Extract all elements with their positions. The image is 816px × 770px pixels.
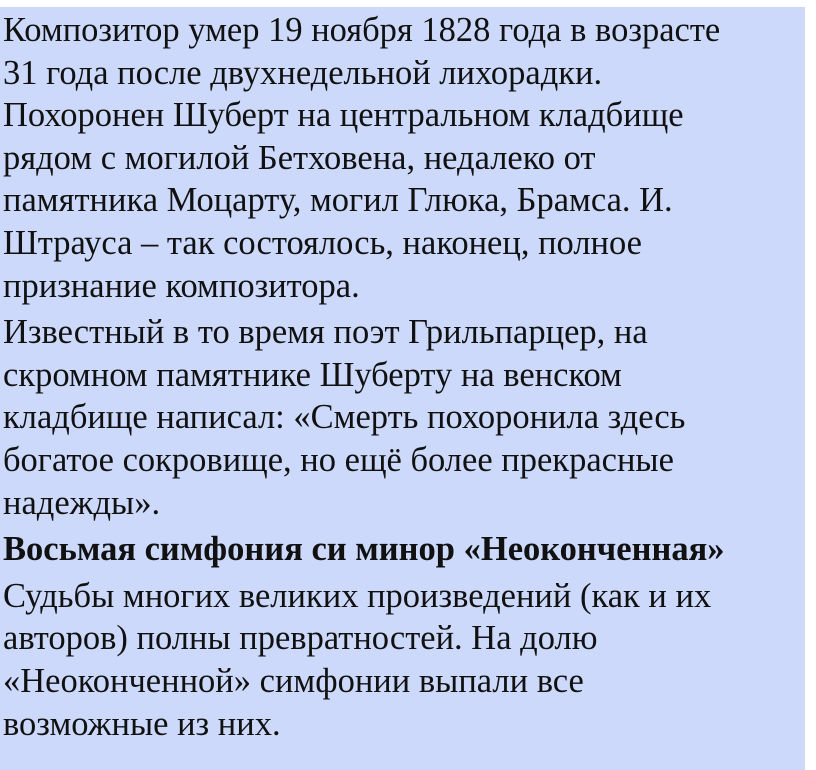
section-heading: Восьмая симфония си минор «Неоконченная» <box>3 530 725 569</box>
paragraph-grillparzer-epitaph: Известный в то время поэт Грильпарцер, на скромном памятнике Шуберту на венском кладбище написал: «Смерть похоронила здесь богатое сокровище, но ещё более прекрасные надежды». <box>3 313 686 522</box>
paragraph-unfinished-symphony: Судьбы многих великих произведений (как и их авторов) полны превратностей. На долю «Неоконченной» симфонии выпали все возможные из них. <box>3 576 712 743</box>
slide-panel <box>0 7 805 770</box>
paragraph-composer-death: Композитор умер 19 ноября 1828 года в возрасте 31 года после двухнедельной лихорадки. Похоронен Шуберт на центральном кладбище рядом с могилой Бетховена, недалеко от памятника Моцарту, могил Глюка, Брамса. И. Штрауса – так состоялось, наконец, полное признание композитора. <box>3 11 721 305</box>
